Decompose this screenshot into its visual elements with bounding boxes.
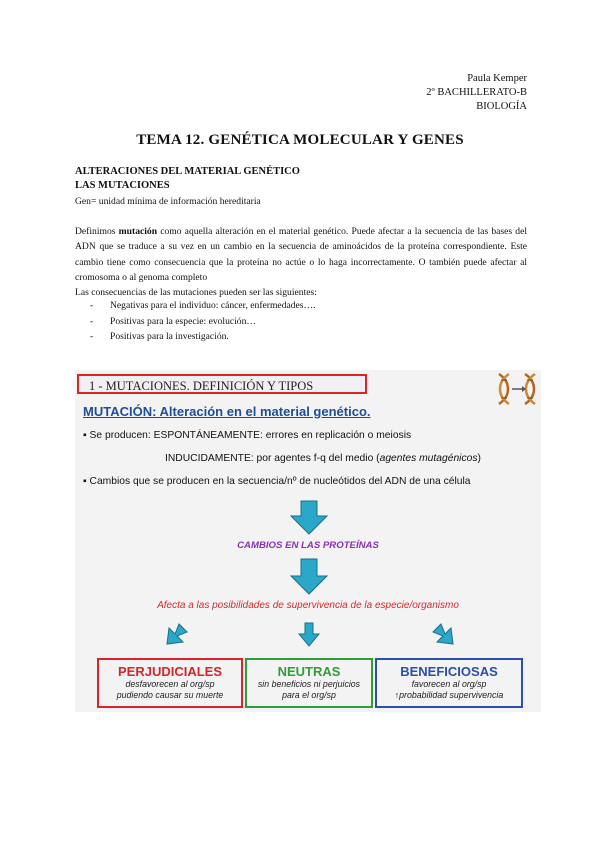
list-item <box>90 329 316 345</box>
list-item-text: Positivas para la especie: evolución… <box>110 315 256 327</box>
sequence-changes: ▪ Cambios que se producen en la secuencia/nº de nucleótidos del ADN de una célula <box>83 476 471 487</box>
harmful-box <box>97 658 243 708</box>
mutation-definition-heading: MUTACIÓN: Alteración en el material genético. <box>83 404 371 419</box>
mutation-slide-image <box>75 370 541 712</box>
list-item <box>90 298 316 314</box>
dash-bullet-icon: - <box>90 300 94 311</box>
beneficial-desc-1: favorecen al org/sp <box>411 679 487 689</box>
section-heading-mutaciones: LAS MUTACIONES <box>75 180 170 191</box>
beneficial-box <box>375 658 523 708</box>
document-header <box>426 72 527 114</box>
induced-close: ) <box>477 453 481 464</box>
para-text-post: como aquella alteración en el material genético. Puede afectar a la secuencia de las bases del ADN que se traduce a su vez en un cambio en la secuencia de aminoácidos de la proteína correspondiente. Este cambio tiene como consecuencia que la proteína no actúe o lo haga incorrectamente. O también puede afectar al cromosoma o al genoma completo <box>75 226 528 283</box>
diagonal-arrow-right-icon <box>431 622 457 648</box>
down-arrow-small-icon <box>297 622 321 648</box>
diagonal-arrow-left-icon <box>163 622 189 648</box>
list-item-text: Positivas para la investigación. <box>110 331 229 342</box>
survival-effect-label: Afecta a las posibilidades de supervivencia de la especie/organismo <box>157 600 459 611</box>
page-title: TEMA 12. GENÉTICA MOLECULAR Y GENES <box>136 132 464 148</box>
neutral-desc-2: para el org/sp <box>282 690 336 700</box>
induced-text: INDUCIDAMENTE: por agentes f-q del medio ( <box>165 453 380 464</box>
dash-bullet-icon: - <box>90 331 94 342</box>
down-arrow-icon <box>289 558 329 596</box>
dna-icon <box>493 372 539 406</box>
production-induced <box>165 453 481 464</box>
harmful-desc-2: pudiendo causar su muerte <box>116 690 224 700</box>
neutral-box <box>245 658 373 708</box>
list-item <box>90 314 316 330</box>
beneficial-title: BENEFICIOSAS <box>400 664 498 679</box>
consequence-list <box>90 298 316 345</box>
down-arrow-icon <box>289 500 329 536</box>
list-item-text: Negativas para el individuo: cáncer, enfermedades…. <box>110 300 316 311</box>
production-spontaneous: ▪ Se producen: ESPONTÁNEAMENTE: errores en replicación o meiosis <box>83 430 412 441</box>
neutral-desc-1: sin beneficios ni perjuicios <box>257 679 361 689</box>
author-name: Paula Kemper <box>467 73 527 84</box>
protein-changes-label: CAMBIOS EN LAS PROTEÍNAS <box>237 540 379 551</box>
beneficial-desc-2: ↑probabilidad supervivencia <box>394 690 504 700</box>
induced-italic: agentes mutagénicos <box>379 453 478 464</box>
consequences-intro: Las consecuencias de las mutaciones pueden ser las siguientes: <box>75 287 317 299</box>
subject-label: BIOLOGÍA <box>476 101 527 112</box>
mutation-paragraph <box>75 224 527 300</box>
slide-title: 1 - MUTACIONES. DEFINICIÓN Y TIPOS <box>77 374 367 394</box>
course-label: 2º BACHILLERATO-B <box>426 87 527 98</box>
harmful-desc-1: desfavorecen al org/sp <box>125 679 215 689</box>
section-heading-alteraciones: ALTERACIONES DEL MATERIAL GENÉTICO <box>75 166 300 177</box>
gene-definition: Gen= unidad mínima de información hereditaria <box>75 196 261 207</box>
para-bold-term: mutación <box>118 226 158 237</box>
neutral-title: NEUTRAS <box>277 664 341 679</box>
harmful-title: PERJUDICIALES <box>117 664 223 679</box>
dash-bullet-icon: - <box>90 315 94 327</box>
para-text-pre: Definimos <box>75 226 119 237</box>
